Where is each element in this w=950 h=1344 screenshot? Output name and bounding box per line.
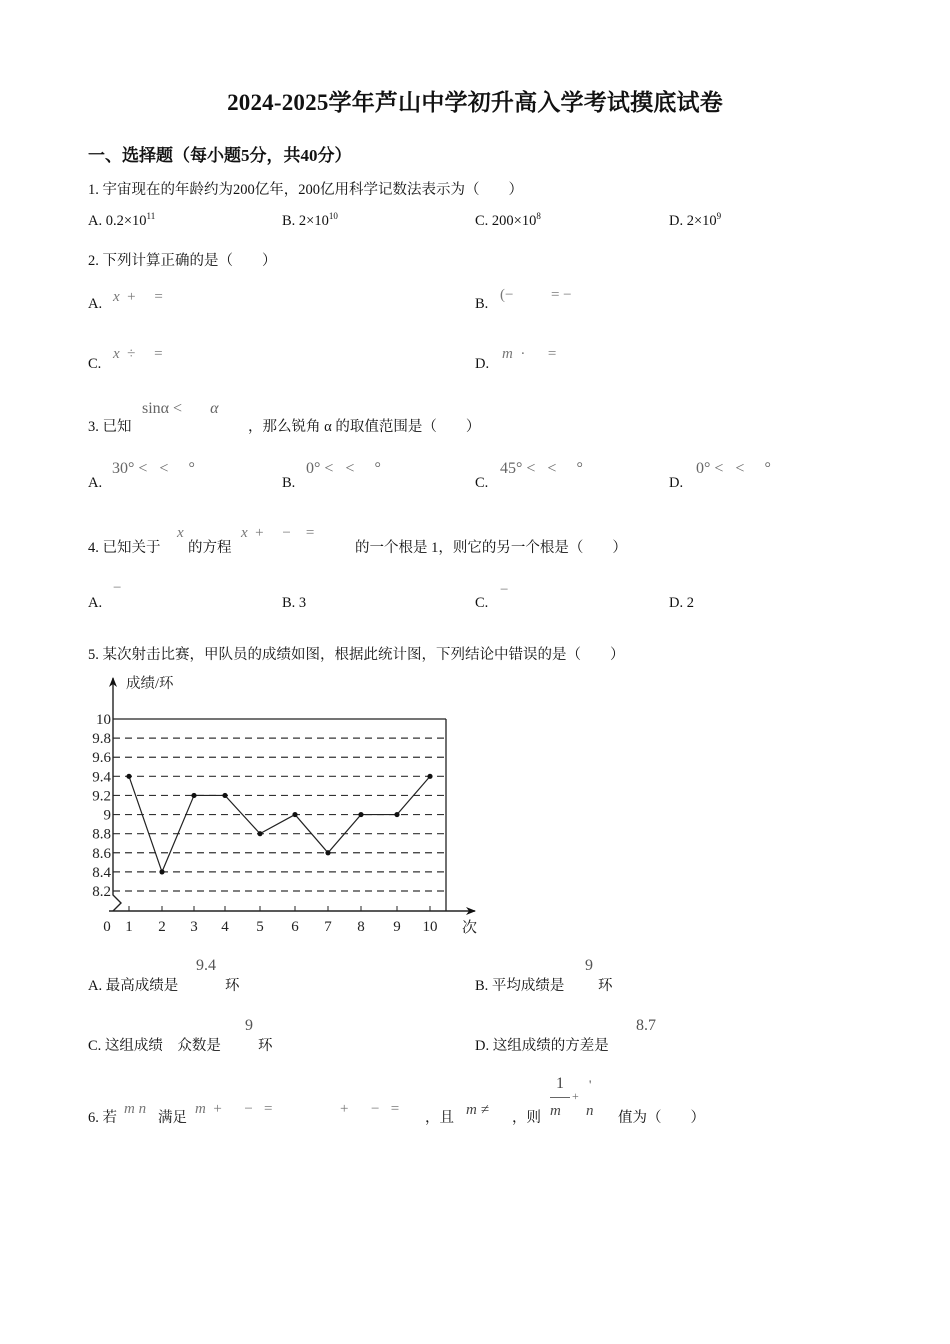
q2-option-c-math: x ÷ =: [113, 346, 163, 362]
q5-option-d[interactable]: [475, 1034, 609, 1055]
chart-axes: [109, 678, 475, 911]
option-label: A.: [88, 296, 103, 312]
q6-equation-1: m + − =: [195, 1101, 273, 1117]
fraction-plus: +: [572, 1089, 579, 1103]
question-2: [88, 249, 277, 270]
question-6-mid: 满足: [158, 1110, 187, 1126]
svg-text:4: 4: [221, 919, 229, 935]
q6-vars: m n: [124, 1101, 147, 1117]
svg-text:7: 7: [324, 919, 332, 935]
q5-option-a-unit: 环: [225, 978, 240, 994]
svg-text:8.4: 8.4: [92, 864, 111, 881]
svg-text:8.2: 8.2: [92, 884, 111, 900]
option-label: A.: [88, 595, 103, 611]
q4-option-c[interactable]: [475, 595, 488, 612]
fraction-denominator: m: [550, 1103, 561, 1119]
question-stem: 若: [102, 1110, 117, 1126]
question-6-then: ，则: [512, 1110, 541, 1126]
q5-option-a[interactable]: [88, 974, 178, 995]
q2-option-d-math: m · =: [502, 346, 557, 362]
svg-text:8.6: 8.6: [92, 845, 111, 862]
svg-text:10: 10: [96, 712, 111, 728]
q4-equation-math: x + − =: [241, 525, 315, 541]
q1-option-a[interactable]: [88, 213, 155, 230]
option-label: C.: [475, 475, 489, 491]
q5-option-d-value: 8.7: [636, 1017, 656, 1034]
exponent: 8: [536, 211, 541, 221]
q2-option-a[interactable]: [88, 296, 102, 313]
option-label: C.: [88, 1038, 102, 1054]
option-label: C.: [88, 356, 102, 372]
q5-option-b-value: 9: [585, 957, 593, 974]
chart-tick-labels: [92, 712, 437, 935]
option-label: A.: [88, 978, 103, 994]
svg-text:3: 3: [190, 919, 198, 935]
svg-text:8.8: 8.8: [92, 826, 111, 843]
svg-text:2: 2: [158, 919, 166, 935]
question-1: [88, 178, 523, 199]
y-axis-label: 成绩/环: [126, 676, 174, 692]
chart-canvas: [80, 668, 500, 948]
option-value: 2×10: [686, 213, 717, 229]
option-label: D.: [475, 356, 490, 372]
q5-option-c[interactable]: [88, 1034, 221, 1055]
option-label: D.: [669, 475, 684, 491]
question-3-prefix: [88, 415, 132, 436]
q6-condition: m ≠: [466, 1102, 489, 1118]
option-text: 平均成绩是: [491, 978, 565, 994]
q3-option-b-math: 0° < < °: [306, 460, 381, 477]
option-label: D.: [475, 1038, 490, 1054]
exponent: 9: [716, 211, 722, 221]
q3-stem-math: sinα < α: [142, 400, 219, 417]
q1-option-c[interactable]: [475, 213, 541, 230]
q5-option-c-unit: 环: [258, 1038, 273, 1054]
chart-series-line: [126, 774, 432, 875]
option-text: 最高成绩是: [105, 978, 179, 994]
q3-option-a-math: 30° < < °: [112, 460, 195, 477]
q3-option-c-math: 45° < < °: [500, 460, 583, 477]
score-line-chart: [80, 668, 500, 948]
question-4-mid: 的方程: [188, 540, 232, 556]
question-number: 4.: [88, 540, 99, 556]
question-4-prefix: [88, 536, 161, 557]
question-stem: 已知关于: [102, 540, 161, 556]
svg-text:10: 10: [422, 919, 438, 935]
q1-option-d[interactable]: [669, 213, 721, 230]
svg-text:9: 9: [103, 807, 111, 824]
option-label: C.: [475, 213, 489, 229]
option-text: 这组成绩的方差是: [492, 1038, 609, 1054]
option-text: 这组成绩 众数是: [104, 1038, 221, 1054]
q3-option-b[interactable]: [282, 475, 295, 492]
option-label: B.: [282, 475, 296, 491]
q5-option-b[interactable]: [475, 974, 564, 995]
question-stem: 下列计算正确的是（ ）: [102, 253, 277, 269]
q4-option-a-math: −: [113, 580, 122, 596]
option-label: B.: [475, 978, 489, 994]
question-6-prefix: [88, 1106, 117, 1127]
option-value: 0.2×10: [105, 213, 147, 229]
exponent: 11: [146, 211, 156, 221]
q4-option-a[interactable]: [88, 595, 102, 612]
option-label: C.: [475, 595, 489, 611]
svg-text:9.8: 9.8: [92, 731, 111, 748]
fraction-numerator: 1: [556, 1075, 564, 1092]
q4-var-x: x: [177, 525, 184, 541]
q3-option-a[interactable]: [88, 475, 102, 492]
question-4-suffix: 的一个根是 1，则它的另一个根是（ ）: [355, 540, 627, 556]
question-stem: 已知: [102, 419, 132, 435]
question-number: 6.: [88, 1110, 99, 1126]
fraction2-denominator: n: [586, 1103, 594, 1119]
question-number: 2.: [88, 253, 99, 269]
svg-text:0: 0: [103, 919, 111, 935]
q2-option-a-math: x + =: [113, 289, 163, 305]
option-label: D.: [669, 213, 684, 229]
section-heading: 一、选择题（每小题5分，共40分）: [88, 146, 352, 165]
fraction-bar: [550, 1097, 570, 1098]
exam-title: 2024-2025学年芦山中学初升高入学考试摸底试卷: [227, 90, 723, 115]
q5-option-a-value: 9.4: [196, 957, 216, 974]
svg-text:9.6: 9.6: [92, 750, 111, 767]
question-3-suffix: ，那么锐角 α 的取值范围是（ ）: [248, 419, 481, 435]
q1-option-b[interactable]: [282, 213, 338, 230]
option-label: A.: [88, 213, 103, 229]
exponent: 10: [328, 211, 338, 221]
q4-option-b[interactable]: B. 3: [282, 595, 307, 611]
svg-text:1: 1: [125, 919, 133, 935]
question-6-suffix: 值为（ ）: [618, 1110, 705, 1126]
q6-equation-2: + − =: [340, 1101, 400, 1117]
q2-option-d[interactable]: [475, 356, 489, 373]
svg-text:9.4: 9.4: [92, 769, 111, 786]
q2-option-c[interactable]: [88, 356, 101, 373]
fraction2-numerator: ': [589, 1077, 592, 1092]
option-label: B.: [282, 213, 296, 229]
q3-option-c[interactable]: [475, 475, 488, 492]
svg-text:9.2: 9.2: [92, 788, 111, 805]
option-value: 2×10: [298, 213, 329, 229]
option-value: 200×10: [491, 213, 537, 229]
svg-text:5: 5: [256, 919, 264, 935]
q3-option-d[interactable]: [669, 475, 683, 492]
q3-option-d-math: 0° < < °: [696, 460, 771, 477]
q4-option-d[interactable]: D. 2: [669, 595, 694, 611]
chart-gridlines: [113, 719, 446, 891]
svg-text:6: 6: [291, 919, 299, 935]
question-number: 1.: [88, 182, 99, 198]
question-number: 3.: [88, 419, 99, 435]
q4-option-c-math: −: [500, 582, 509, 598]
question-stem: 宇宙现在的年龄约为200亿年，200亿用科学记数法表示为（ ）: [102, 182, 523, 198]
question-number: 5.: [88, 647, 99, 663]
question-stem: 某次射击比赛，甲队员的成绩如图，根据此统计图，下列结论中错误的是（ ）: [102, 647, 625, 663]
svg-text:8: 8: [357, 919, 365, 935]
q5-option-b-unit: 环: [598, 978, 613, 994]
option-label: A.: [88, 475, 103, 491]
q2-option-b-math: (− = −: [500, 287, 572, 303]
x-axis-label: 次: [462, 920, 478, 936]
svg-text:9: 9: [393, 919, 401, 935]
question-5: [88, 643, 625, 664]
option-label: B.: [475, 296, 489, 312]
q5-option-c-value: 9: [245, 1017, 253, 1034]
question-6-and: ，且: [425, 1110, 454, 1126]
q2-option-b[interactable]: [475, 296, 488, 313]
